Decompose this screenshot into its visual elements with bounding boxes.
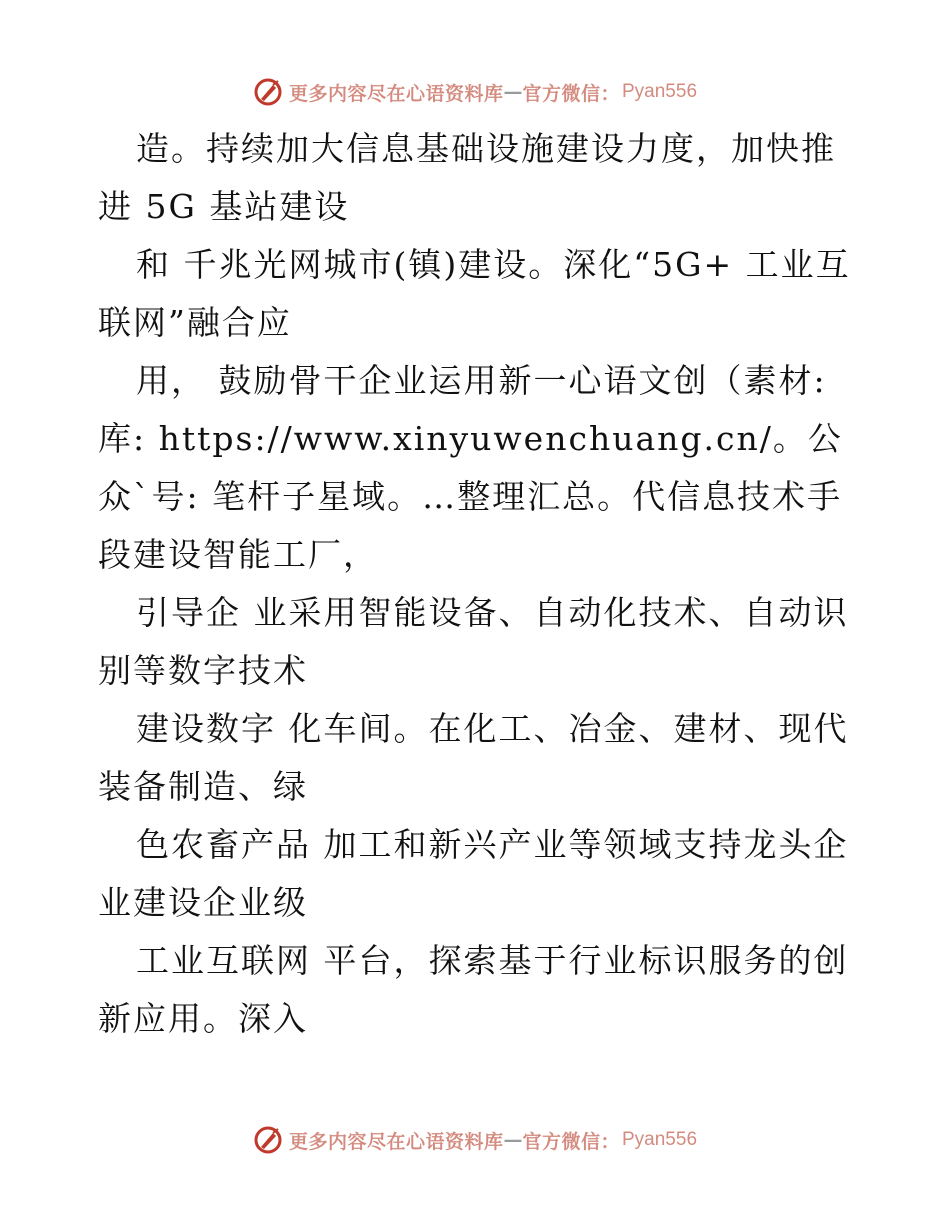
paragraph: 建设数字 化车间。在化工、冶金、建材、现代装备制造、绿 xyxy=(98,709,849,806)
watermark-wechat-label: 官方微信： xyxy=(522,1130,620,1153)
paragraph: 工业互联网 平台，探索基于行业标识服务的创新应用。深入 xyxy=(98,941,849,1038)
footer-watermark xyxy=(0,1120,950,1160)
paragraph: 色农畜产品 加工和新兴产业等领域支持龙头企业建设企业级 xyxy=(98,825,849,922)
watermark-wechat-id: Pyan556 xyxy=(622,1129,698,1150)
watermark-site-text: 更多内容尽在心语资料库 xyxy=(288,1130,504,1153)
paragraph: 造。持续加大信息基础设施建设力度，加快推进 5G 基站建设 xyxy=(98,129,836,226)
watermark-wechat-id: Pyan556 xyxy=(622,81,698,102)
paragraph: 引导企 业采用智能设备、自动化技术、自动识别等数字技术 xyxy=(98,593,849,690)
watermark-wechat-label: 官方微信： xyxy=(522,82,620,105)
header-watermark xyxy=(0,72,950,112)
watermark-separator: — xyxy=(503,1129,523,1151)
watermark-separator: — xyxy=(503,81,523,103)
paragraph: 和 千兆光网城市(镇)建设。深化“5G+ 工业互联网”融合应 xyxy=(98,245,851,342)
quill-logo-icon xyxy=(253,77,283,107)
quill-logo-icon xyxy=(253,1125,283,1155)
paragraph: 用， 鼓励骨干企业运用新一心语文创（素材:库: https://www.xinyuwenchuang.cn/。公众`号: 笔杆子星域。…整理汇总。代信息技术手段建设智能工厂， xyxy=(98,361,843,574)
watermark-site-text: 更多内容尽在心语资料库 xyxy=(288,82,504,105)
document-body xyxy=(98,120,858,1048)
